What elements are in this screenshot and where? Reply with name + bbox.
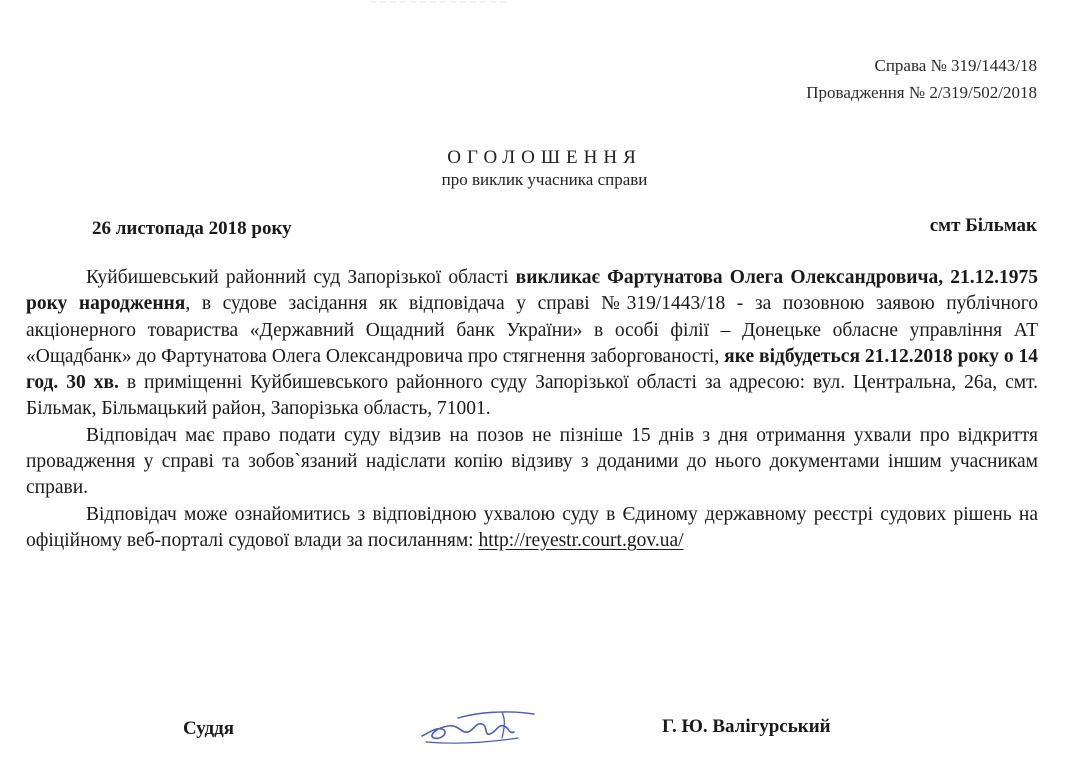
registry-text: Відповідач може ознайомитись з відповідною ухвалою суду в Єдиному державному реєстрі судових рішень на офіційному веб-порталі судової влади за посиланням:	[26, 503, 1038, 551]
summons-hearing-time: яке відбудеться 21.12.2018 року о 14 год. 30 хв.	[26, 345, 1039, 394]
summons-text-3: в приміщенні Куйбишевського районного суду Запорізької області за адресою: вул. Центральна, 26а, смт. Більмак, Більмацький район, Запорізька область, 71001.	[26, 372, 1038, 420]
registry-link[interactable]: http://reyestr.court.gov.ua/	[478, 529, 684, 551]
signature-role: Суддя	[183, 718, 235, 739]
summons-defendant: викликає Фартунатова Олега Олександровича, 21.12.1975 року народження	[26, 267, 1038, 315]
scan-artifact	[370, 0, 510, 6]
case-reference	[806, 52, 1037, 106]
handwritten-signature	[418, 704, 538, 750]
judge-name: Г. Ю. Валігурський	[662, 716, 831, 737]
summons-text-2: , в судове засідання як відповідача у справі №319/1443/18 - за позовною заявою публічного акціонерного товариства «Державний Ощадний банк України» в особі філії – Донецьке обласне управління АТ «Ощадбанк» до Фартунатова Олега Олександровича про стягнення заборгованості,	[26, 293, 1038, 367]
proceeding-number: Провадження № 2/319/502/2018	[806, 83, 1037, 102]
paragraph-registry	[26, 502, 1038, 555]
announcement-body	[26, 265, 1038, 554]
announcement-subtitle: про виклик учасника справи	[441, 170, 648, 189]
announcement-place: смт Більмак	[929, 215, 1037, 236]
announcement-date: 26 листопада 2018 року	[92, 218, 292, 239]
paragraph-rights: Відповідач має право подати суду відзив на позов не пізніше 15 днів з дня отримання ухвали про відкриття провадження у справі та зобов`язаний надіслати копію відзиву з доданими до нього документами іншим учасникам справи.	[26, 424, 1038, 499]
summons-text-1: Куйбишевський районний суд Запорізької області	[86, 267, 516, 288]
announcement-title: ОГОЛОШЕННЯ	[447, 147, 642, 168]
paragraph-summons	[26, 265, 1038, 423]
case-number: Справа № 319/1443/18	[874, 56, 1037, 75]
